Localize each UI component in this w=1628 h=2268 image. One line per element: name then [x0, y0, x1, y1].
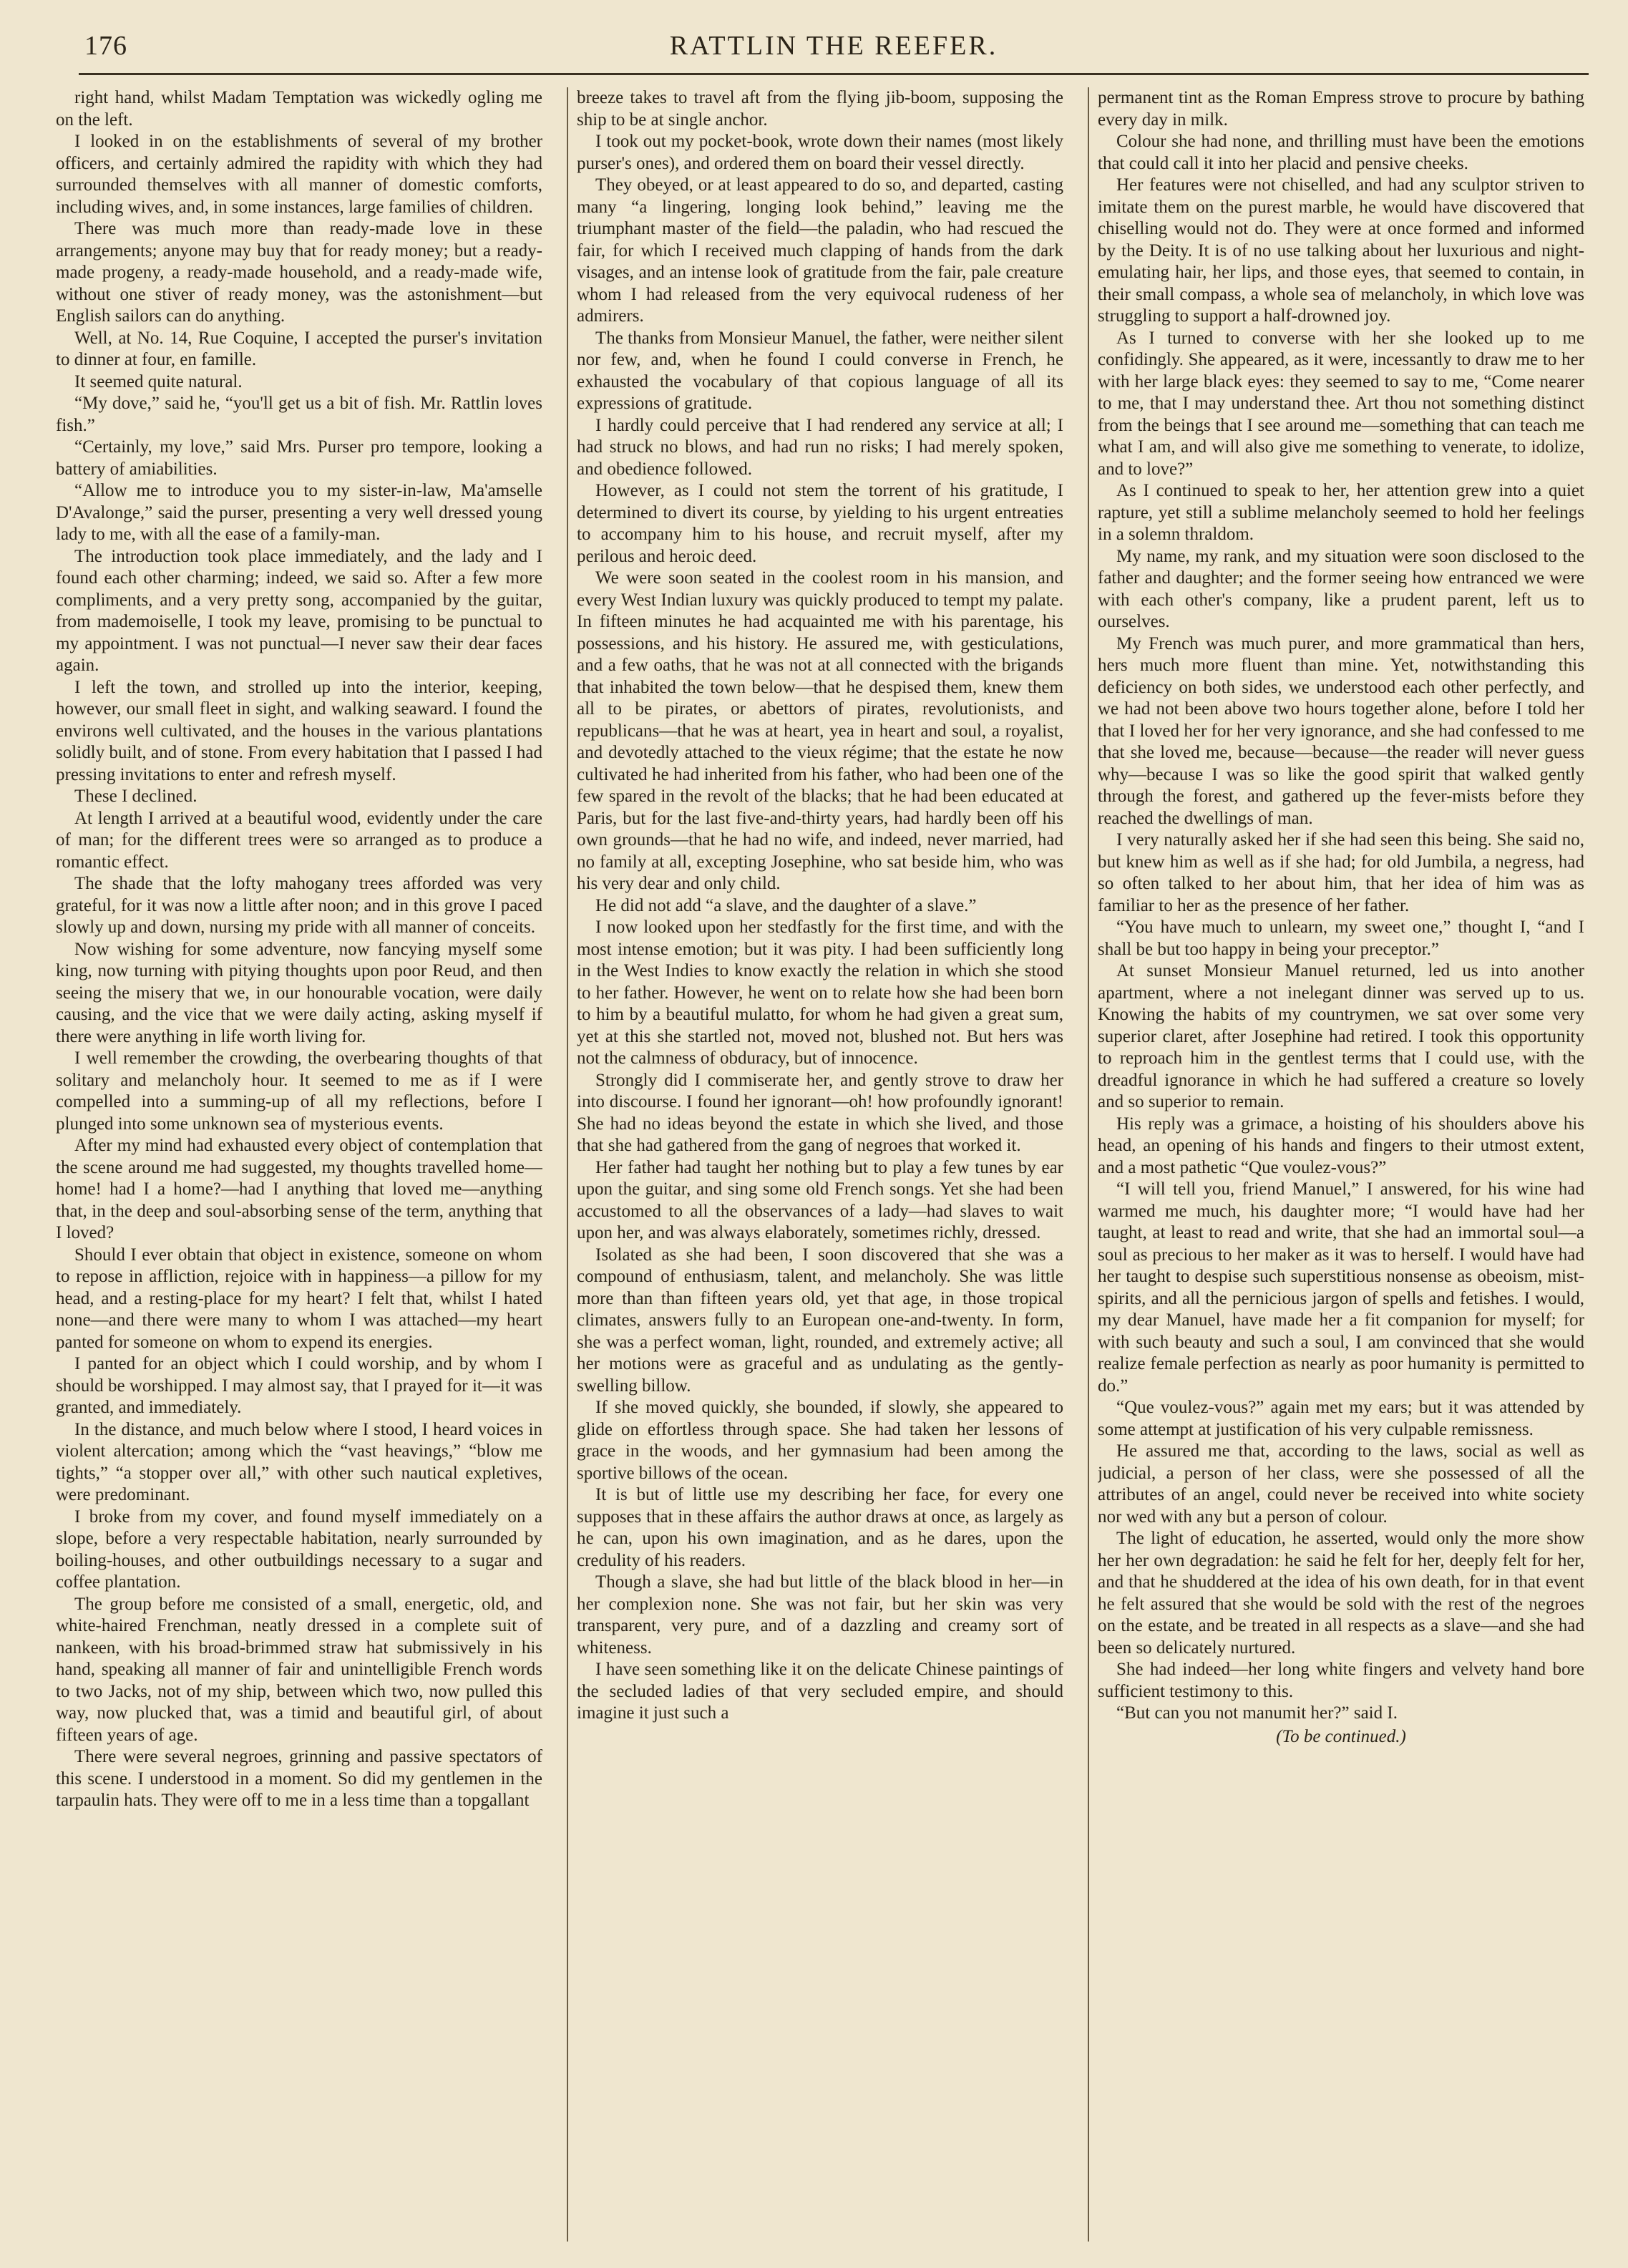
paragraph: He did not add “a slave, and the daughter of a slave.”	[595, 895, 977, 915]
paragraph: Colour she had none, and thrilling must have been the emotions that could call it into her placid and pensive cheeks.	[1098, 132, 1584, 173]
paragraph: Well, at No. 14, Rue Coquine, I accepted the purser's invitation to dinner at four, en famille.	[56, 328, 542, 369]
paragraph: As I continued to speak to her, her attention grew into a quiet rapture, yet still a sublime melancholy seemed to hold her feelings in a solemn thraldom.	[1098, 481, 1584, 544]
header-rule	[79, 73, 1589, 75]
paragraph: Should I ever obtain that object in existence, someone on whom to repose in affliction, rejoice with in happiness—a pillow for my head, and a resting-place for my heart? I felt that, whilst I hated none—and there were many to whom I was attached—my heart panted for someone on whom to expend its energies.	[56, 1245, 542, 1352]
paragraph: I panted for an object which I could worship, and by whom I should be worshipped. I may almost say, that I prayed for it—it was granted, and immediately.	[56, 1354, 542, 1417]
paragraph: The light of education, he asserted, would only the more show her her own degradation: he said he felt for her, deeply felt for her, and that he shuddered at the idea of his own death, for in that event he felt assured that she would be sold with the rest of the negroes on the estate, and be treated in all respects as a slave—and she had been so delicately nurtured.	[1098, 1529, 1584, 1658]
paragraph: Now wishing for some adventure, now fancying myself some king, now turning with pitying thoughts upon poor Reud, and then seeing the misery that we, in our honourable vocation, were daily causing, and the vice that we were daily acting, asking myself if there were anything in life worth living for.	[56, 939, 542, 1046]
paragraph: After my mind had exhausted every object of contemplation that the scene around me had suggested, my thoughts travelled home—home! had I a home?—had I anything that loved me—anything that, in the deep and soul-absorbing sense of the term, anything that I loved?	[56, 1136, 542, 1242]
continued-note: (To be continued.)	[1276, 1726, 1406, 1746]
paragraph: There was much more than ready-made love in these arrangements; anyone may buy that for ready money; but a ready-made progeny, a ready-made household, and a ready-made wife, without one stiver of ready money, was the astonishment—but English sailors can do anything.	[56, 219, 542, 326]
paragraph: I broke from my cover, and found myself immediately on a slope, before a very respectable habitation, nearly surrounded by boiling-houses, and other outbuildings necessary to a sugar and coffee plantation.	[56, 1507, 542, 1592]
paragraph: It is but of little use my describing her face, for every one supposes that in these affairs the author draws at once, as largely as he can, upon his own imagination, and as he dares, upon the credulity of his readers.	[577, 1485, 1063, 1570]
paragraph: Her father had taught her nothing but to play a few tunes by ear upon the guitar, and sing some old French songs. Yet she had been accustomed to all the observances of a lady—had slaves to wait upon her, and was always elaborately, sometimes richly, dressed.	[577, 1157, 1063, 1242]
paragraph: We were soon seated in the coolest room in his mansion, and every West Indian luxury was quickly produced to tempt my palate. In fifteen minutes he had acquainted me with his parentage, his possessions, and his history. He assured me, with gesticulations, and a few oaths, that he was not at all connected with the brigands that inhabited the town below—that he despised them, knew them all to be pirates, or abettors of pirates, revolutionists, and republicans—that he was at heart, yea in heart and soul, a royalist, and devotedly attached to the vieux régime; that the estate he now cultivated he had inherited from his father, who had been one of the few spared in the revolt of the blacks; that he had been educated at Paris, but for the last five-and-thirty years, had hardly been off his own grounds—that he had no wife, and indeed, never married, had no family at all, excepting Josephine, who sat beside him, who was his very dear and only child.	[577, 568, 1063, 893]
paragraph: He assured me that, according to the laws, social as well as judicial, a person of her class, were she possessed of all the attributes of an angel, could never be received into white society nor wed with any but a person of colour.	[1098, 1441, 1584, 1527]
paragraph: right hand, whilst Madam Temptation was wickedly ogling me on the left.	[56, 88, 542, 130]
paragraph: My name, my rank, and my situation were soon disclosed to the father and daughter; and the former seeing how entranced we were with each other's company, like a prudent parent, left us to ourselves.	[1098, 546, 1584, 631]
page-header	[79, 26, 1589, 72]
paragraph: Isolated as she had been, I soon discovered that she was a compound of enthusiasm, talent, and melancholy. She was little more than than fifteen years old, yet that age, in those tropical climates, answers fully to an European one-and-twenty. In form, she was a perfect woman, light, rounded, and extremely active; all her motions were as graceful and as undulating as the gently-swelling billow.	[577, 1245, 1063, 1396]
paragraph: “Certainly, my love,” said Mrs. Purser pro tempore, looking a battery of amiabilities.	[56, 437, 542, 479]
column-rule-2	[1088, 87, 1089, 2242]
paragraph: There were several negroes, grinning and passive spectators of this scene. I understood in a moment. So did my gentlemen in the tarpaulin hats. They were off to me in a less time than a topgallant	[56, 1747, 542, 1810]
text-column-2	[577, 87, 1063, 2245]
paragraph: However, as I could not stem the torrent of his gratitude, I determined to divert its course, by yielding to his urgent entreaties to accompany him to his house, and recruit myself, after my perilous and heroic deed.	[577, 481, 1063, 566]
text-column-1	[56, 87, 542, 2245]
paragraph: They obeyed, or at least appeared to do so, and departed, casting many “a lingering, longing look behind,” leaving me the triumphant master of the field—the paladin, who had rescued the fair, for which I received much clapping of hands from the dark visages, and an intense look of gratitude from the fair, pale creature whom I had released from the very equivocal rudeness of her admirers.	[577, 175, 1063, 326]
paragraph: As I turned to converse with her she looked up to me confidingly. She appeared, as it were, incessantly to draw me to her with her large black eyes: they seemed to say to me, “Come nearer to me, that I may understand thee. Art thou not something distinct from the beings that I see around me—something that can teach me what I am, and will also give me something to venerate, to idolize, and to love?”	[1098, 328, 1584, 479]
paragraph: His reply was a grimace, a hoisting of his shoulders above his head, an opening of his hands and fingers to their utmost extent, and a most pathetic “Que voulez-vous?”	[1098, 1114, 1584, 1177]
paragraph: breeze takes to travel aft from the flying jib-boom, supposing the ship to be at single anchor.	[577, 88, 1063, 130]
paragraph: “But can you not manumit her?” said I.	[1116, 1703, 1398, 1723]
paragraph: “You have much to unlearn, my sweet one,” thought I, “and I shall be but too happy in being your preceptor.”	[1098, 918, 1584, 959]
paragraph: “Que voulez-vous?” again met my ears; but it was attended by some attempt at justification of his very culpable remissness.	[1098, 1398, 1584, 1439]
paragraph: I looked in on the establishments of several of my brother officers, and certainly admired the rapidity with which they had surrounded themselves with all manner of domestic comforts, including wives, and, in some instances, large families of children.	[56, 132, 542, 217]
paragraph: permanent tint as the Roman Empress strove to procure by bathing every day in milk.	[1098, 88, 1584, 130]
paragraph: These I declined.	[74, 787, 198, 806]
paragraph: I well remember the crowding, the overbearing thoughts of that solitary and melancholy hour. It seemed to me as if I were compelled into a summing-up of all my reflections, before I plunged into some unknown sea of mysterious events.	[56, 1048, 542, 1134]
paragraph: I have seen something like it on the delicate Chinese paintings of the secluded ladies of that very secluded empire, and should imagine it just such a	[577, 1660, 1063, 1723]
column-rule-1	[567, 87, 568, 2242]
paragraph: She had indeed—her long white fingers and velvety hand bore sufficient testimony to this.	[1098, 1660, 1584, 1701]
paragraph: At length I arrived at a beautiful wood, evidently under the care of man; for the different trees were so arranged as to produce a romantic effect.	[56, 808, 542, 872]
paragraph: I left the town, and strolled up into the interior, keeping, however, our small fleet in sight, and walking seaward. I found the environs well cultivated, and the houses in the various plantations solidly built, and of stone. From every habitation that I passed I had pressing invitations to enter and refresh myself.	[56, 677, 542, 784]
paragraph: Though a slave, she had but little of the black blood in her—in her complexion none. She was not fair, but her skin was very transparent, very pure, and of a dazzling and creamy sort of whiteness.	[577, 1572, 1063, 1658]
paragraph: I now looked upon her stedfastly for the first time, and with the most intense emotion; but it was pity. I had been sufficiently long in the West Indies to know exactly the relation in which she stood to her father. However, he went on to relate how she had been born to him by a beautiful mulatto, for whom he had given a great sum, yet at this she startled not, moved not, blushed not. But hers was not the calmness of obduracy, but of innocence.	[577, 918, 1063, 1068]
paragraph: I took out my pocket-book, wrote down their names (most likely purser's ones), and ordered them on board their vessel directly.	[577, 132, 1063, 173]
paragraph: The thanks from Monsieur Manuel, the father, were neither silent nor few, and, when he found I could converse in French, he exhausted the vocabulary of that copious language of all its expressions of gratitude.	[577, 328, 1063, 413]
paragraph: “I will tell you, friend Manuel,” I answered, for his wine had warmed me much, his daughter more; “I would have had her taught, at least to read and write, that she had an immortal soul—a soul as precious to her maker as it was to herself. I would have had her taught to despise such superstitious nonsense as obeoism, mist-spirits, and all the pernicious jargon of spells and fetishes. I would, my dear Manuel, have made her a fit companion for myself; for with such beauty and such a soul, I am convinced that she would realize female perfection as nearly as poor humanity is permitted to do.”	[1098, 1179, 1584, 1396]
text-column-3	[1098, 87, 1584, 2245]
paragraph: Strongly did I commiserate her, and gently strove to draw her into discourse. I found her ignorant—oh! how profoundly ignorant! She had no ideas beyond the estate in which she lived, and those that she had gathered from the gang of negroes that worked it.	[577, 1070, 1063, 1155]
page-number: 176	[84, 31, 127, 61]
paragraph: In the distance, and much below where I stood, I heard voices in violent altercation; among which the “vast heavings,” “blow me tights,” “a stopper over all,” with other such nautical expletives, were predominant.	[56, 1419, 542, 1504]
paragraph: The group before me consisted of a small, energetic, old, and white-haired Frenchman, neatly dressed in a complete suit of nankeen, with his broad-brimmed straw hat submissively in his hand, speaking all manner of fair and unintelligible French words to two Jacks, not of my ship, between which two, now pulled this way, now plucked that, was a timid and beautiful girl, of about fifteen years of age.	[56, 1594, 542, 1745]
paragraph: I very naturally asked her if she had seen this being. She said no, but knew him as well as if she had; for old Jumbila, a negress, had so often talked to her about him, that her idea of him was as familiar to her as the presence of her father.	[1098, 830, 1584, 915]
paragraph: If she moved quickly, she bounded, if slowly, she appeared to glide on effortless through space. She had taken her lessons of grace in the woods, and her gymnasium had been among the sportive billows of the ocean.	[577, 1398, 1063, 1483]
paragraph: The shade that the lofty mahogany trees afforded was very grateful, for it was now a little after noon; and in this grove I paced slowly up and down, nursing my pride with all manner of conceits.	[56, 874, 542, 937]
running-title: RATTLIN THE REEFER.	[669, 31, 998, 61]
paragraph: It seemed quite natural.	[74, 371, 243, 391]
paragraph: “Allow me to introduce you to my sister-in-law, Ma'amselle D'Avalonge,” said the purser, presenting a very well dressed young lady to me, with all the ease of a family-man.	[56, 481, 542, 544]
paragraph: I hardly could perceive that I had rendered any service at all; I had struck no blows, and had run no risks; I had merely spoken, and obedience followed.	[577, 415, 1063, 479]
paragraph: “My dove,” said he, “you'll get us a bit of fish. Mr. Rattlin loves fish.”	[56, 394, 542, 435]
paragraph: Her features were not chiselled, and had any sculptor striven to imitate them on the purest marble, he would have discovered that chiselling would not do. They were at once formed and informed by the Deity. It is of no use talking about her luxurious and night-emulating hair, her lips, and those eyes, that seemed to contain, in their small compass, a whole sea of melancholy, in which love was struggling to support a half-drowned joy.	[1098, 175, 1584, 326]
paragraph: At sunset Monsieur Manuel returned, led us into another apartment, where a not inelegant dinner was served up to us. Knowing the habits of my countrymen, we sat over some very superior claret, after Josephine had retired. I took this opportunity to reproach him in the gentlest terms that I could use, with the dreadful ignorance in which he had suffered a creature so lovely and so superior to remain.	[1098, 961, 1584, 1111]
paragraph: My French was much purer, and more grammatical than hers, hers much more fluent than mine. Yet, notwithstanding this deficiency on both sides, we understood each other perfectly, and we had not been above two hours together alone, before I told her that I loved her for her very ignorance, and she had confessed to me that she loved me, because—because—the reader will never guess why—because I was so like the good spirit that walked gently through the forest, and gathered up the fever-mists before they reached the dwellings of man.	[1098, 633, 1584, 828]
paragraph: The introduction took place immediately, and the lady and I found each other charming; indeed, we said so. After a few more compliments, and a very pretty song, accompanied by the guitar, from mademoiselle, I took my leave, promising to be punctual to my appointment. I was not punctual—I never saw their dear faces again.	[56, 546, 542, 675]
